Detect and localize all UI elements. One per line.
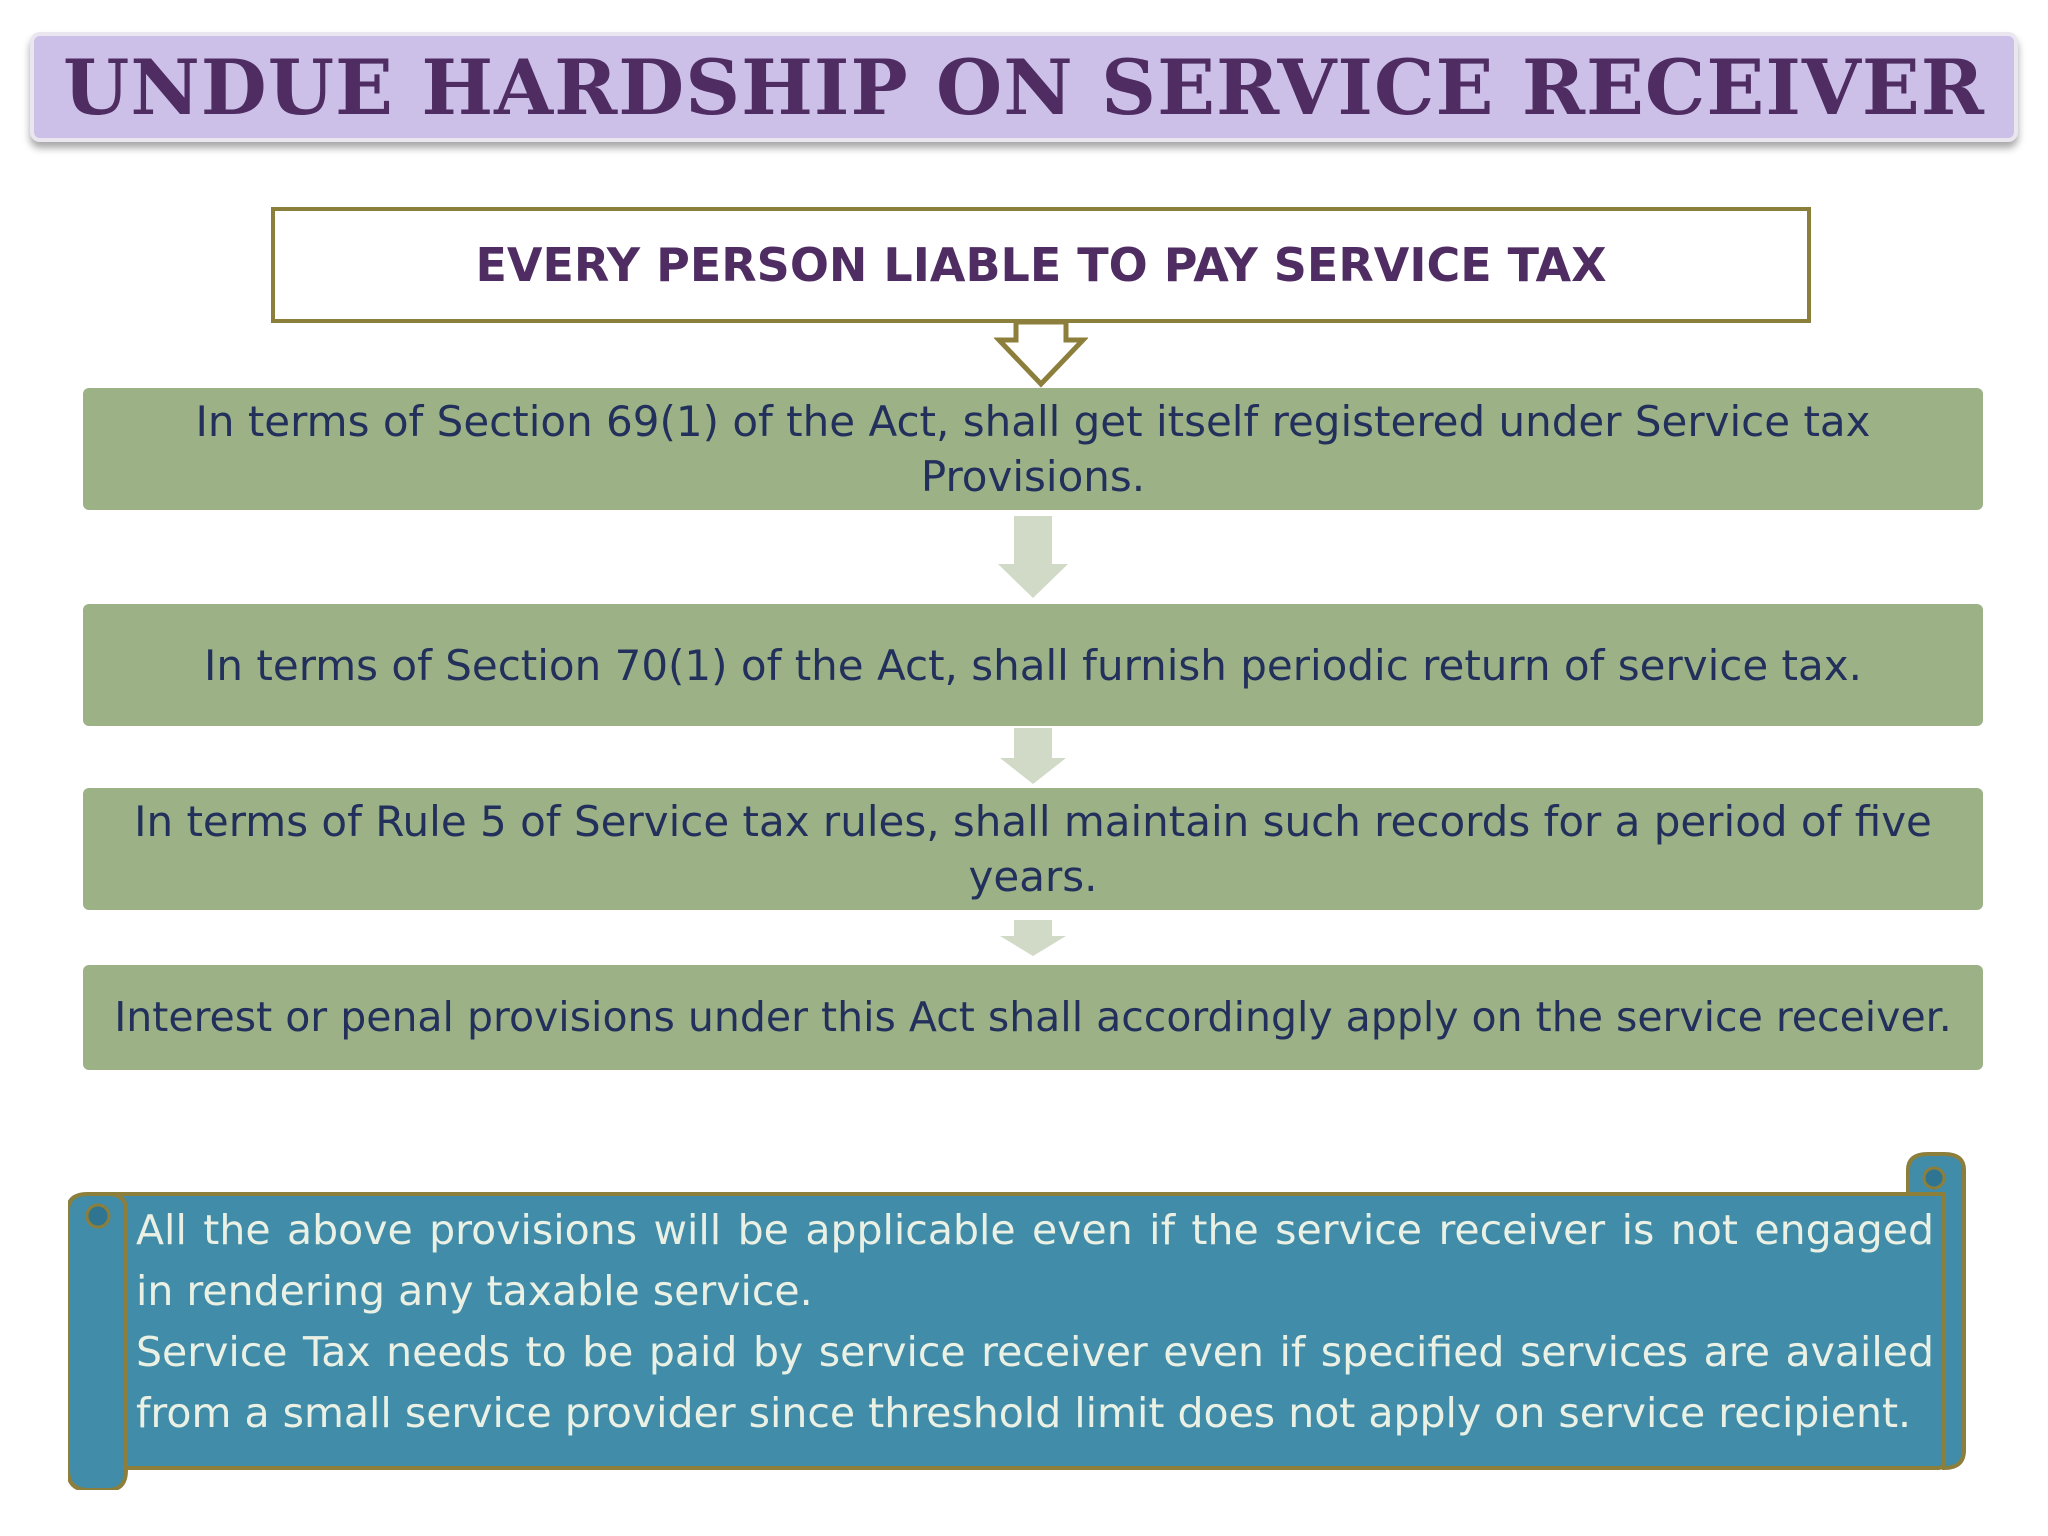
scroll-note (136, 1200, 1934, 1444)
step-text-1: In terms of Section 69(1) of the Act, shall get itself registered under Service tax Provisions. (195, 397, 1871, 501)
scroll-note-paragraph-1: All the above provisions will be applicable even if the service receiver is not engaged in rendering any taxable service. (136, 1206, 1934, 1315)
step-box-4 (83, 965, 1983, 1070)
step-box-2 (83, 604, 1983, 726)
down-arrow-icon (996, 516, 1070, 598)
down-arrow-outline-icon (994, 318, 1088, 390)
step-text-3: In terms of Rule 5 of Service tax rules, shall maintain such records for a period of five years. (134, 797, 1932, 901)
step-box-1 (83, 388, 1983, 510)
step-text-4: Interest or penal provisions under this Act shall accordingly apply on the service receiver. (114, 993, 1952, 1041)
title-banner (30, 32, 2018, 142)
scroll-note-paragraph-2: Service Tax needs to be paid by service receiver even if specified services are availed from a small service provider since threshold limit does not apply on service recipient. (136, 1328, 1934, 1437)
step-box-3 (83, 788, 1983, 910)
top-box (271, 207, 1811, 323)
down-arrow-icon (998, 728, 1068, 784)
down-arrow-icon (998, 920, 1068, 956)
step-text-2: In terms of Section 70(1) of the Act, shall furnish periodic return of service tax. (204, 640, 1862, 690)
top-box-label: EVERY PERSON LIABLE TO PAY SERVICE TAX (475, 238, 1607, 292)
page-title: UNDUE HARDSHIP ON SERVICE RECEIVER (63, 42, 1985, 132)
